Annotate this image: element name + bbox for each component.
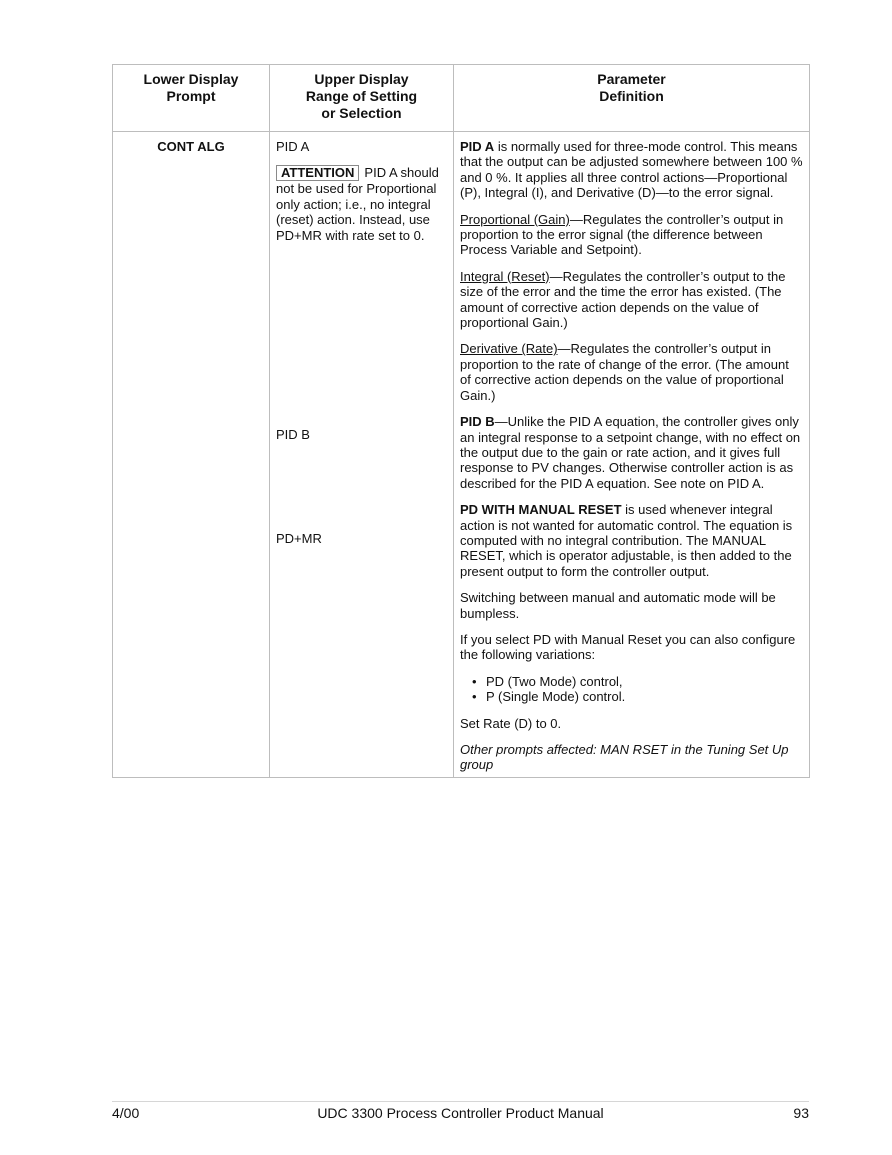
def-pd-mr <box>460 502 803 579</box>
bullet-icon: • <box>472 689 477 705</box>
footer-manual-title: UDC 3300 Process Controller Product Manual <box>317 1105 604 1121</box>
variation-text: PD (Two Mode) control, <box>486 673 623 689</box>
def-integral-text: —Regulates the controller’s output to the size of the error and the time the error has existed. (The amount of corrective action depends on the value of proportional Gain.) <box>460 268 786 331</box>
variations-list <box>460 674 803 705</box>
header-upper-display-range <box>270 65 454 132</box>
header-lower-display-prompt <box>113 65 270 132</box>
header-line: Lower Display <box>143 71 239 87</box>
list-item <box>472 674 803 689</box>
setting-pd-mr-block <box>276 531 447 546</box>
setting-pid-b-block <box>276 427 447 531</box>
def-proportional <box>460 212 803 258</box>
attention-note <box>276 165 447 243</box>
def-derivative <box>460 341 803 403</box>
table-row <box>113 132 810 778</box>
def-variations-intro: If you select PD with Manual Reset you can also configure the following variations: <box>460 631 796 663</box>
parameter-table <box>112 64 810 778</box>
setting-pid-a-block <box>276 139 447 427</box>
def-pid-a-text: is normally used for three-mode control. This means that the output can be adjusted somewhere between 100 % and 0 %. It applies all three control actions—Proportional (P), Integral (I), and Derivative (D)—to the error signal. <box>460 139 803 201</box>
def-derivative-term: Derivative (Rate) <box>460 341 558 357</box>
header-parameter-definition <box>454 65 810 132</box>
def-proportional-term: Proportional (Gain) <box>460 211 570 227</box>
setting-pid-b: PID B <box>276 427 310 442</box>
def-other-prompts: Other prompts affected: MAN RSET in the Tuning Set Up group <box>460 742 789 773</box>
def-proportional-text: —Regulates the controller’s output in proportion to the error signal (the difference between Process Variable and Setpoint). <box>460 211 784 258</box>
def-switching: Switching between manual and automatic mode will be bumpless. <box>460 590 776 621</box>
def-pid-b <box>460 414 803 491</box>
definition-cell <box>454 132 810 778</box>
footer-date: 4/00 <box>112 1105 140 1121</box>
variation-text: P (Single Mode) control. <box>486 689 626 705</box>
def-pd-mr-lead: PD WITH MANUAL RESET <box>460 502 622 518</box>
header-line: Range of Setting <box>305 88 418 104</box>
page-footer <box>112 1104 809 1122</box>
header-line: Prompt <box>166 88 216 104</box>
def-integral <box>460 269 803 331</box>
attention-text: PID A should not be used for Proportional only action; i.e., no integral (reset) action. Instead, use PD+MR with rate set to 0. <box>276 165 439 243</box>
footer-divider <box>112 1101 809 1102</box>
prompt-cell <box>113 132 270 778</box>
table-header-row <box>113 65 810 132</box>
settings-cell <box>270 132 454 778</box>
header-line: Parameter <box>597 71 666 87</box>
def-set-rate: Set Rate (D) to 0. <box>460 715 562 731</box>
prompt-cont-alg: CONT ALG <box>157 139 225 154</box>
def-pid-a-lead: PID A <box>460 139 495 154</box>
list-item <box>472 689 803 704</box>
def-pid-b-text: —Unlike the PID A equation, the controller gives only an integral response to a setpoint change, with no effect on the output due to the gain or rate action, and it gives full response to PV changes. Otherwise controller action is as described for the PID A equation. See note on PID A. <box>460 414 801 491</box>
def-pd-mr-text: is used whenever integral action is not wanted for automatic control. The equation is computed with no integral contribution. The MANUAL RESET, which is operator adjustable, is then added to the present output to form the controller output. <box>460 502 793 579</box>
header-line: Definition <box>599 88 664 104</box>
def-pid-a <box>460 139 803 201</box>
bullet-icon: • <box>472 673 477 689</box>
def-pid-b-lead: PID B <box>460 414 495 430</box>
def-integral-term: Integral (Reset) <box>460 268 550 284</box>
header-line: Upper Display <box>314 71 409 87</box>
attention-badge: ATTENTION <box>276 165 359 181</box>
header-line: or Selection <box>321 105 402 121</box>
footer-page-number: 93 <box>793 1105 809 1121</box>
setting-pd-mr: PD+MR <box>276 531 322 546</box>
def-derivative-text: —Regulates the controller’s output in proportion to the rate of change of the error. (The amount of corrective action depends on the value of proportional Gain.) <box>460 341 789 403</box>
setting-pid-a: PID A <box>276 139 310 154</box>
